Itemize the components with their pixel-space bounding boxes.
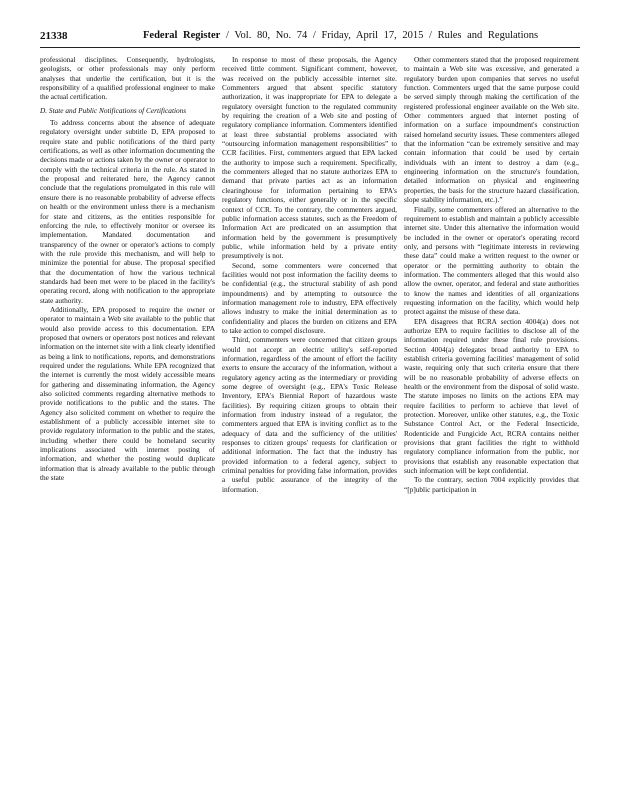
body-paragraph: To the contrary, section 7004 explicitly provides that “[p]ublic participation in [404,475,579,494]
issue-line: / Vol. 80, No. 74 / Friday, April 17, 2015 / Rules and Regulations [225,30,539,41]
page-header [40,29,580,45]
body-paragraph: professional disciplines. Consequently, hydrologists, geologists, or other professionals may only perform analyses that underlie the certification, but it is the responsibility of a qualified professional engineer to make the actual certification. [40,55,215,102]
column-1 [40,55,215,790]
running-head [143,30,538,41]
header-rule [40,47,580,48]
journal-name: Federal Register [143,30,221,41]
body-paragraph: In response to most of these proposals, the Agency received little comment. Significant comment, however, was received on the publicly accessible internet site. Commenters argued that absent specific statutory authorization, it was inappropriate for EPA to delegate a regulatory oversight function to the regulated community by requiring the creation of a Web site and posting of regulatory compliance information. Commenters identified at least three substantial problems associated with “outsourcing information management responsibilities” to CCR facilities. First, commenters argued that EPA lacked the authority to impose such a requirement. Specifically, the commenters alleged that no statute authorizes EPA to demand that private parties act as an information clearinghouse for information pertaining to EPA's regulatory functions, either generally or in the specific context of CCR. To the contrary, the commenters argued, public information access statutes, such as the Freedom of Information Act are predicated on an assumption that information held by the government is presumptively public, while information held by a private entity presumptively is not. [222,55,397,261]
section-heading: D. State and Public Notifications of Certifications [40,105,187,115]
column-2 [222,55,397,790]
column-3 [404,55,579,790]
body-paragraph: Third, commenters were concerned that citizen groups would not accept an electric utility's self-reported information, regardless of the amount of effort the facility exerts to ensure the accuracy of the information, without a regulatory agency acting as the intermediary or providing some degree of oversight (e.g., EPA's Toxic Release Inventory, EPA's Biennial Report of hazardous waste facilities). By requiring citizen groups to obtain their information from industry instead of a regulator, the commenters argued that EPA is inviting conflict as to the adequacy of data and the sufficiency of the utilities' responses to citizen groups' requests for clarification or additional information. The fact that the industry has provided information to a federal agency, subject to criminal penalties for providing false information, provides a useful public assurance of the integrity of the information. [222,335,397,494]
body-paragraph: Additionally, EPA proposed to require the owner or operator to maintain a Web site available to the public that would also provide access to this documentation. EPA proposed that owners or operators post notices and relevant information on the internet site with a link clearly identified as being a link to notifications, reports, and demonstrations required under the regulations. While EPA recognized that the internet is currently the most widely accessible means for gathering and disseminating information, the Agency also solicited comments regarding alternative methods to provide notifications to the public and the states. The Agency also solicited comment on whether to require the establishment of a publicly accessible internet site to provide regulatory information to the public and the states, including whether there could be homeland security implications associated with internet posting of information, and whether the posting would duplicate information that is already available to the public through the state [40,304,215,483]
body-paragraph: Second, some commenters were concerned that facilities would not post information the facility deems to be confidential (e.g., the structural stability of ash pond impoundments) and by attempting to outsource the information management role to industry, EPA effectively allows industry to make the initial determination as to confidentiality and places the burden on citizens and EPA to take action to compel disclosure. [222,260,397,335]
page-number: 21338 [40,30,68,42]
body-paragraph: Other commenters stated that the proposed requirement to maintain a Web site was excessive, and generated a regulatory burden upon companies that serves no useful function. Commenters urged that the same purpose could be served simply through making the certification of the registered professional engineer available on the Web site. Other commenters argued that internet posting of information on a surface impoundment's construction raised homeland security issues. These commenters alleged that the information “can be extremely sensitive and may contain information that could be used by certain individuals with an intent to destroy a dam (e.g., engineering information on the structure's foundation, detailed information on physical and engineering properties, the basis for the structure hazard classification, slope stability information, etc.).” [404,55,579,205]
body-paragraph: EPA disagrees that RCRA section 4004(a) does not authorize EPA to require facilities to disclose all of the information required under these final rule provisions. Section 4004(a) delegates broad authority to EPA to establish criteria governing facilities' management of solid waste, requiring only that such criteria ensure that there will be no reasonable probability of adverse effects on health or the environment from the disposal of solid waste. The statute imposes no limits on the actions EPA may require facilities to perform to achieve that level of protection. Moreover, unlike other statutes, e.g., the Toxic Substance Control Act, or the Federal Insecticide, Rodenticide and Fungicide Act, RCRA contains neither provisions that grant facilities the right to withhold regulatory compliance information from the public, nor provisions that establish any reasonable expectation that such information will be kept confidential. [404,316,579,476]
body-paragraph: To address concerns about the absence of adequate regulatory oversight under subtitle D, EPA proposed to require state and public notifications of the third party certifications, as well as other information documenting the decisions made or actions taken by the owner or operator to comply with the technical criteria in the rule. As stated in the proposal and reiterated here, the Agency cannot conclude that the regulations promulgated in this rule will ensure there is no reasonable probability of adverse effects on health or the environment unless there is a mechanism for state and citizens, as the entities responsible for enforcing the rule, to effectively monitor or oversee its implementation. Mandated documentation and transparency of the owner or operator's actions to comply with the rule provide this mechanism, and will help to minimize the potential for abuse. The proposal specified that the documentation of how the various technical standards had been met were to be placed in the facility's operating record, along with notification to the appropriate state authority. [40,118,215,305]
body-paragraph: Finally, some commenters offered an alternative to the requirement to establish and maintain a publicly accessible internet site. Under this alternative the information would be included in the owner or operator's operating record only, and persons with “legitimate interests in reviewing these data” could make a written request to the owner or operator or the permitting authority to obtain the information. The commenters alleged that this would also allow the owner, operator, and federal and state authorities to know the names and identities of all organizations requesting information on the facility, which would help protect against the misuse of these data. [404,204,579,317]
